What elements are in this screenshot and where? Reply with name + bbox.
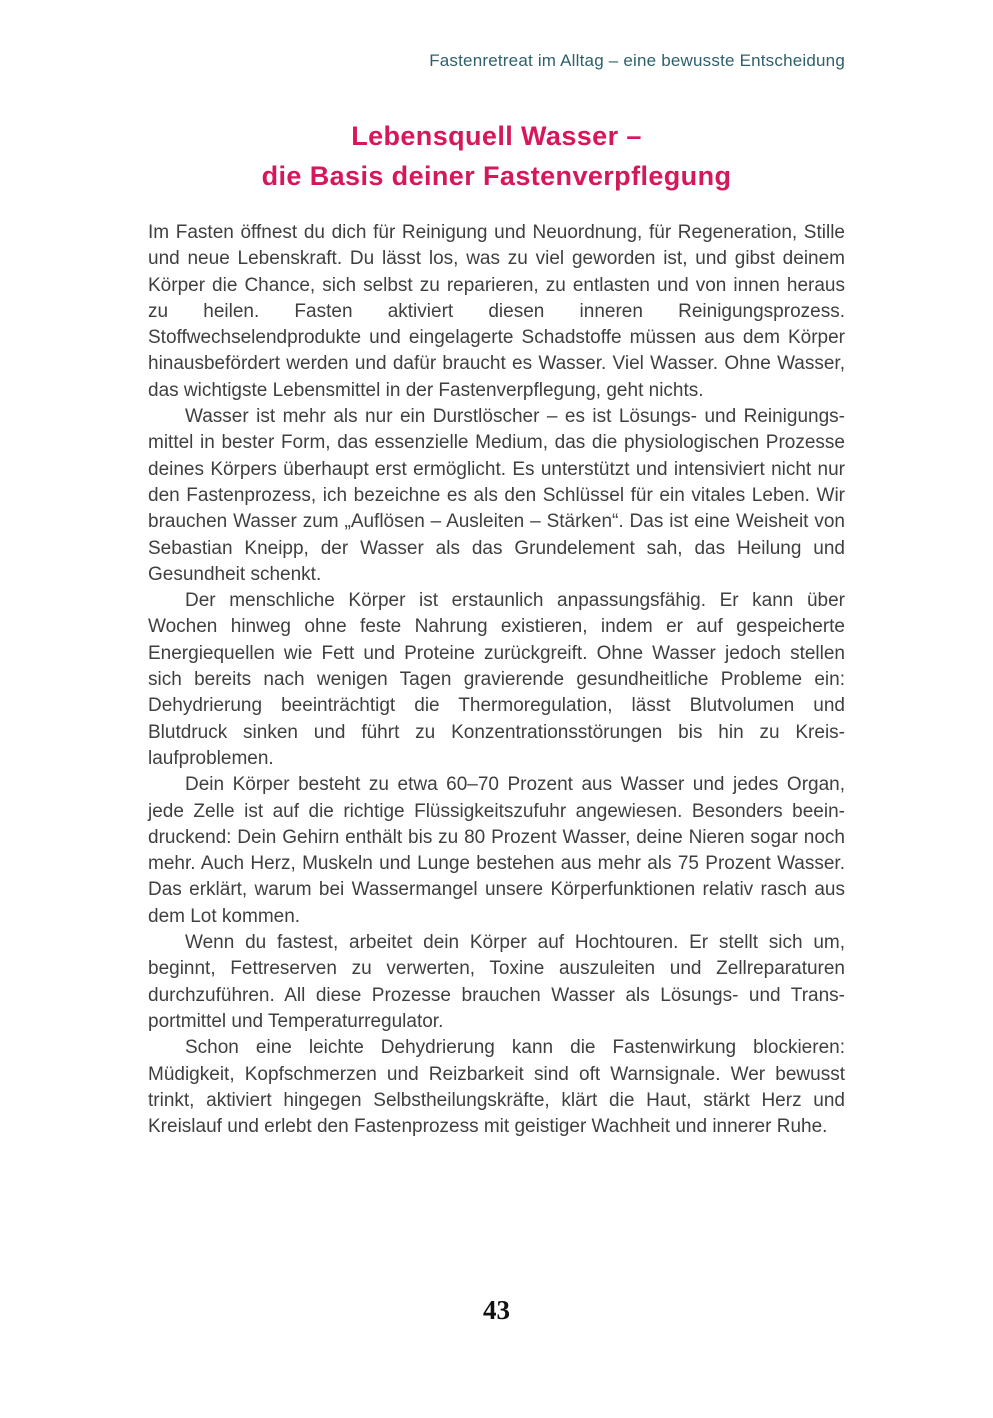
body-text [148,220,845,1140]
chapter-title-line-2: die Basis deiner Fastenverpflegung [261,161,732,191]
paragraph-6: Schon eine leichte Dehydrierung kann die Fastenwirkung blockieren: Müdigkeit, Kopfschmerzen und Reizbarkeit sind oft Warnsignale. Wer bewusst trinkt, aktiviert hingegen Selbstheilungskräfte, klärt die Haut, stärkt Herz und Kreislauf und erlebt den Fastenprozess mit geistiger Wachheit und innerer Ruhe. [148,1037,845,1138]
paragraph-1: Im Fasten öffnest du dich für Reinigung und Neuordnung, für Regeneration, Stille und neue Lebenskraft. Du lässt los, was zu viel geworden ist, und gibst deinem Körper die Chance, sich selbst zu reparieren, zu entlasten und von innen heraus zu heilen. Fasten aktiviert diesen inneren Reinigungsprozess. Stoffwechselendprodukte und eingelagerte Schadstoffe müssen aus dem Körper hinausbefördert werden und dafür braucht es Wasser. Viel Wasser. Ohne Wasser, das wichtigste Lebensmittel in der Fastenverpflegung, geht nichts. [148,222,845,401]
chapter-title-line-1: Lebensquell Wasser – [351,121,642,151]
paragraph-4: Dein Körper besteht zu etwa 60–70 Prozent aus Wasser und jedes Organ, jede Zelle ist auf die richtige Flüssigkeitszufuhr angewiesen. Besonders beeindruckend: Dein Gehirn enthält bis zu 80 Prozent Wasser, deine Nieren sogar noch mehr. Auch Herz, Muskeln und Lunge bestehen aus mehr als 75 Prozent Wasser. Das erklärt, warum bei Wassermangel unsere Körperfunktionen relativ rasch aus dem Lot kommen. [148,774,845,927]
paragraph-3: Der menschliche Körper ist erstaunlich anpassungsfähig. Er kann über Wochen hinweg ohne feste Nahrung existieren, indem er auf gespeicherte Energiequellen wie Fett und Proteine zurückgreift. Ohne Wasser jedoch stellen sich bereits nach wenigen Tagen gravierende gesundheitliche Probleme ein: Dehydrierung beeinträchtigt die Thermoregulation, lässt Blutvolumen und Blutdruck sinken und führt zu Konzentrationsstörungen bis hin zu Kreislaufproblemen. [148,590,845,769]
chapter-title [148,116,845,196]
paragraph-2: Wasser ist mehr als nur ein Durstlöscher – es ist Lösungs- und Reinigungsmittel in bester Form, das essenzielle Medium, das die physiologischen Prozesse deines Körpers überhaupt erst ermöglicht. Es unterstützt und intensiviert nicht nur den Fastenprozess, ich bezeichne es als den Schlüssel für ein vitales Leben. Wir brauchen Wasser zum „Auflösen – Ausleiten – Stärken“. Das ist eine Weisheit von Sebastian Kneipp, der Wasser als das Grundelement sah, das Heilung und Gesundheit schenkt. [148,406,845,585]
running-header: Fastenretreat im Alltag – eine bewusste Entscheidung [429,51,845,70]
paragraph-5: Wenn du fastest, arbeitet dein Körper auf Hochtouren. Er stellt sich um, beginnt, Fettreserven zu verwerten, Toxine auszuleiten und Zellreparaturen durchzuführen. All diese Prozesse brauchen Wasser als Lösungs- und Transportmittel und Temperaturregulator. [148,932,845,1032]
page-number: 43 [483,1295,510,1325]
